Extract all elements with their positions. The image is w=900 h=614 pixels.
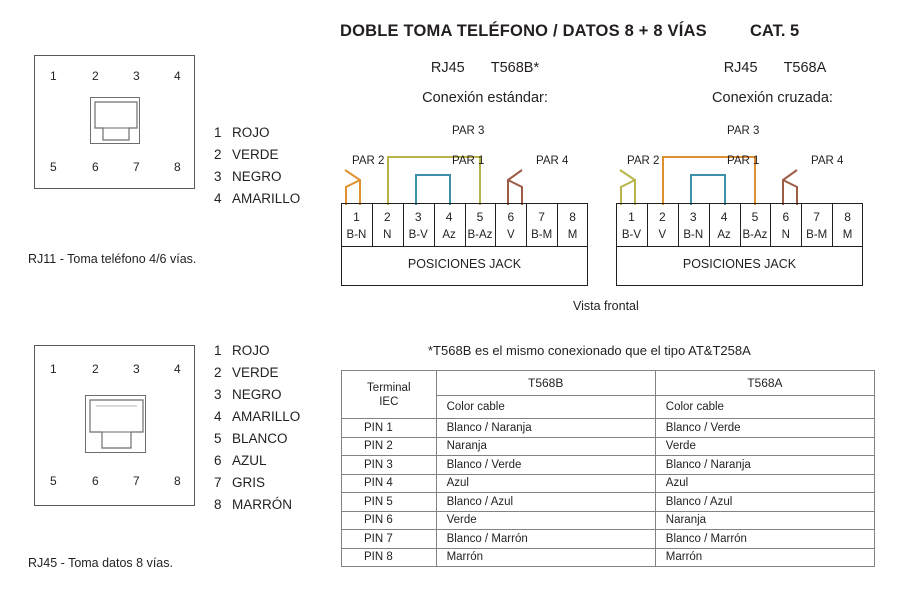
rj45-legend-num-5: 5 xyxy=(214,431,222,446)
diagram-2-type: T568A xyxy=(783,60,827,76)
table-header-terminal-line2: IEC xyxy=(379,395,399,408)
diagram-1-pin-code-1: B-N xyxy=(346,229,367,241)
diagram-1-standard-line xyxy=(360,60,610,76)
diagram-2-connection: Conexión cruzada: xyxy=(712,90,833,106)
rj45-legend-color-3: NEGRO xyxy=(232,387,282,402)
diagram-1-pin-num-7: 7 xyxy=(538,210,545,224)
row-8-a: Marrón xyxy=(655,548,874,567)
diagram-1-jack-label: POSICIONES JACK xyxy=(407,257,522,271)
row-6-pin: PIN 6 xyxy=(342,511,437,530)
diagram-1-pin-num-1: 1 xyxy=(353,210,360,224)
diagram-2-pin-num-3: 3 xyxy=(689,210,697,224)
row-7-pin: PIN 7 xyxy=(342,530,437,549)
diagram-2-pin-num-8: 8 xyxy=(844,210,851,224)
diagram-2-jack-label: POSICIONES JACK xyxy=(682,257,797,271)
diagram-2-jack xyxy=(616,203,863,286)
rj11-legend-num-4: 4 xyxy=(214,191,222,206)
rj45-legend-color-7: GRIS xyxy=(232,475,266,490)
rj45-top-num-3: 3 xyxy=(133,362,140,376)
diagram-2-pin-code-7: B-M xyxy=(806,229,828,241)
rj45-bot-num-8: 8 xyxy=(174,474,181,488)
rj11-legend-color-1: ROJO xyxy=(232,125,270,140)
diagram-2-jack-row-divider xyxy=(616,246,863,247)
rj45-legend-num-1: 1 xyxy=(214,343,222,358)
table-row xyxy=(342,419,875,438)
rj11-legend-num-3: 3 xyxy=(214,169,222,184)
rj11-top-num-4: 4 xyxy=(174,69,181,83)
table-row xyxy=(342,437,875,456)
row-6-b: Verde xyxy=(436,511,655,530)
row-5-a: Blanco / Azul xyxy=(655,493,874,512)
diagram-2-pin-num-4: 4 xyxy=(720,210,728,224)
rj45-legend-num-2: 2 xyxy=(214,365,222,380)
row-2-pin: PIN 2 xyxy=(342,437,437,456)
table-row xyxy=(342,530,875,549)
diagram-2-pair-4-label: PAR 4 xyxy=(811,155,844,167)
row-4-pin: PIN 4 xyxy=(342,474,437,493)
diagram-1-pin-code-3: B-V xyxy=(408,229,428,241)
page-title: DOBLE TOMA TELÉFONO / DATOS 8 + 8 VÍAS xyxy=(340,22,707,40)
rj45-legend-item-7 xyxy=(214,472,300,494)
row-8-b: Marrón xyxy=(436,548,655,567)
diagram-1-jack xyxy=(341,203,588,286)
diagram-2-pair-3-label: PAR 3 xyxy=(727,125,760,137)
rj11-caption: RJ11 - Toma teléfono 4/6 vías. xyxy=(28,252,197,266)
rj45-legend-item-8 xyxy=(214,494,300,516)
diagram-1-pin-num-2: 2 xyxy=(383,210,391,224)
rj45-legend-color-2: VERDE xyxy=(232,365,279,380)
diagram-2-standard: RJ45 xyxy=(723,60,758,76)
table-header-row xyxy=(342,371,875,396)
rj45-legend-color-1: ROJO xyxy=(232,343,270,358)
row-2-b: Naranja xyxy=(436,437,655,456)
diagram-1-pair-wires xyxy=(340,125,630,210)
row-4-b: Azul xyxy=(436,474,655,493)
row-3-b: Blanco / Verde xyxy=(436,456,655,475)
rj45-legend xyxy=(214,340,300,516)
diagram-1-pin-num-5: 5 xyxy=(476,210,484,224)
row-3-a: Blanco / Naranja xyxy=(655,456,874,475)
rj45-legend-num-3: 3 xyxy=(214,387,222,402)
rj11-legend-color-2: VERDE xyxy=(232,147,279,162)
table-row xyxy=(342,456,875,475)
diagram-2-pin-code-2: V xyxy=(658,229,667,241)
rj45-legend-num-8: 8 xyxy=(214,497,222,512)
rj45-legend-num-6: 6 xyxy=(214,453,222,468)
rj45-legend-color-6: AZUL xyxy=(232,453,267,468)
wiring-table xyxy=(341,370,875,567)
rj45-legend-item-4 xyxy=(214,406,300,428)
rj45-legend-item-6 xyxy=(214,450,300,472)
diagram-2-pin-num-7: 7 xyxy=(813,210,820,224)
diagram-2-standard-line xyxy=(660,60,890,76)
rj11-legend-color-3: NEGRO xyxy=(232,169,282,184)
diagram-1-connection: Conexión estándar: xyxy=(422,90,548,106)
diagram-1-jack-row-divider xyxy=(341,246,588,247)
table-row xyxy=(342,493,875,512)
diagram-2-pair-wires xyxy=(615,125,900,210)
rj45-legend-color-8: MARRÓN xyxy=(232,497,292,512)
diagram-1-pair-4-label: PAR 4 xyxy=(536,155,569,167)
row-7-b: Blanco / Marrón xyxy=(436,530,655,549)
rj11-faceplate xyxy=(34,55,195,189)
rj11-connector-shape xyxy=(91,98,141,145)
row-3-pin: PIN 3 xyxy=(342,456,437,475)
rj11-top-num-1: 1 xyxy=(50,69,57,83)
diagram-1-pin-code-8: M xyxy=(567,229,578,241)
row-4-a: Azul xyxy=(655,474,874,493)
diagram-2-pin-num-2: 2 xyxy=(658,210,666,224)
diagram-2-pin-code-4: Az xyxy=(717,229,731,241)
rj11-bot-num-8: 8 xyxy=(174,160,181,174)
diagram-2-pin-num-1: 1 xyxy=(628,210,635,224)
rj45-top-num-1: 1 xyxy=(50,362,57,376)
diagram-2-pin-code-3: B-N xyxy=(683,229,704,241)
rj45-legend-item-2 xyxy=(214,362,300,384)
table-subheader-b: Color cable xyxy=(436,396,655,419)
rj11-bot-num-5: 5 xyxy=(50,160,57,174)
row-2-a: Verde xyxy=(655,437,874,456)
rj11-legend-item-1 xyxy=(214,122,300,144)
table-header-t568b: T568B xyxy=(436,371,655,396)
diagram-1-pin-num-3: 3 xyxy=(414,210,422,224)
diagram-1-pin-num-8: 8 xyxy=(569,210,576,224)
table-row xyxy=(342,548,875,567)
table-row xyxy=(342,474,875,493)
rj11-top-num-2: 2 xyxy=(92,69,99,83)
row-5-b: Blanco / Azul xyxy=(436,493,655,512)
rj11-bot-num-7: 7 xyxy=(133,160,140,174)
rj45-top-num-4: 4 xyxy=(174,362,181,376)
rj45-bot-num-6: 6 xyxy=(92,474,99,488)
diagram-1-pin-code-4: Az xyxy=(442,229,456,241)
rj45-bot-num-5: 5 xyxy=(50,474,57,488)
rj45-legend-num-7: 7 xyxy=(214,475,222,490)
rj45-top-num-2: 2 xyxy=(92,362,99,376)
diagram-2-pin-code-8: M xyxy=(842,229,853,241)
rj45-bot-num-7: 7 xyxy=(133,474,140,488)
t568b-note: *T568B es el mismo conexionado que el tipo AT&T258A xyxy=(428,343,751,358)
diagram-2-pair-2-label: PAR 2 xyxy=(627,155,660,167)
rj45-legend-item-1 xyxy=(214,340,300,362)
diagram-2-pin-num-5: 5 xyxy=(751,210,759,224)
vista-frontal-label: Vista frontal xyxy=(573,299,639,313)
rj45-legend-num-4: 4 xyxy=(214,409,222,424)
rj11-legend-item-3 xyxy=(214,166,300,188)
diagram-1-pair-1-label: PAR 1 xyxy=(452,155,485,167)
table-header-t568a: T568A xyxy=(655,371,874,396)
rj45-legend-item-3 xyxy=(214,384,300,406)
row-7-a: Blanco / Marrón xyxy=(655,530,874,549)
row-6-a: Naranja xyxy=(655,511,874,530)
rj11-legend xyxy=(214,122,300,210)
cat-label: CAT. 5 xyxy=(750,22,800,40)
rj45-legend-color-5: BLANCO xyxy=(232,431,288,446)
row-1-a: Blanco / Verde xyxy=(655,419,874,438)
rj11-top-num-3: 3 xyxy=(133,69,140,83)
rj45-port-icon xyxy=(85,395,146,453)
diagram-1-pin-code-5: B-Az xyxy=(467,229,493,241)
diagram-2-pin-code-1: B-V xyxy=(621,229,642,241)
table-header-terminal xyxy=(342,371,437,419)
diagram-1-pin-code-6: V xyxy=(507,229,515,241)
row-8-pin: PIN 8 xyxy=(342,548,437,567)
rj11-legend-item-4 xyxy=(214,188,300,210)
rj45-faceplate xyxy=(34,345,195,506)
diagram-1-pin-num-4: 4 xyxy=(445,210,453,224)
rj45-legend-item-5 xyxy=(214,428,300,450)
diagram-1-pin-num-6: 6 xyxy=(507,210,515,224)
table-row xyxy=(342,511,875,530)
diagram-1-pair-3-label: PAR 3 xyxy=(452,125,485,137)
diagram-2-pin-code-5: B-Az xyxy=(742,229,768,241)
diagram-2-pair-1-label: PAR 1 xyxy=(727,155,760,167)
rj11-bot-num-6: 6 xyxy=(92,160,99,174)
diagram-1-pin-code-7: B-M xyxy=(531,229,553,241)
rj11-legend-num-1: 1 xyxy=(214,125,222,140)
diagram-2-pin-num-6: 6 xyxy=(782,210,790,224)
diagram-1-pair-2-label: PAR 2 xyxy=(352,155,385,167)
table-header-terminal-line1: Terminal xyxy=(367,381,411,394)
rj11-port-icon xyxy=(90,97,140,144)
row-1-pin: PIN 1 xyxy=(342,419,437,438)
diagram-2-pin-code-6: N xyxy=(781,229,790,241)
rj11-legend-num-2: 2 xyxy=(214,147,222,162)
rj45-legend-color-4: AMARILLO xyxy=(232,409,301,424)
rj11-legend-color-4: AMARILLO xyxy=(232,191,301,206)
rj11-legend-item-2 xyxy=(214,144,300,166)
rj45-connector-shape xyxy=(86,396,147,454)
row-5-pin: PIN 5 xyxy=(342,493,437,512)
diagram-1-standard: RJ45 xyxy=(430,60,465,76)
diagram-1-type: T568B* xyxy=(490,60,540,76)
row-1-b: Blanco / Naranja xyxy=(436,419,655,438)
table-subheader-a: Color cable xyxy=(655,396,874,419)
diagram-1-pin-code-2: N xyxy=(383,229,392,241)
rj45-caption: RJ45 - Toma datos 8 vías. xyxy=(28,556,173,570)
